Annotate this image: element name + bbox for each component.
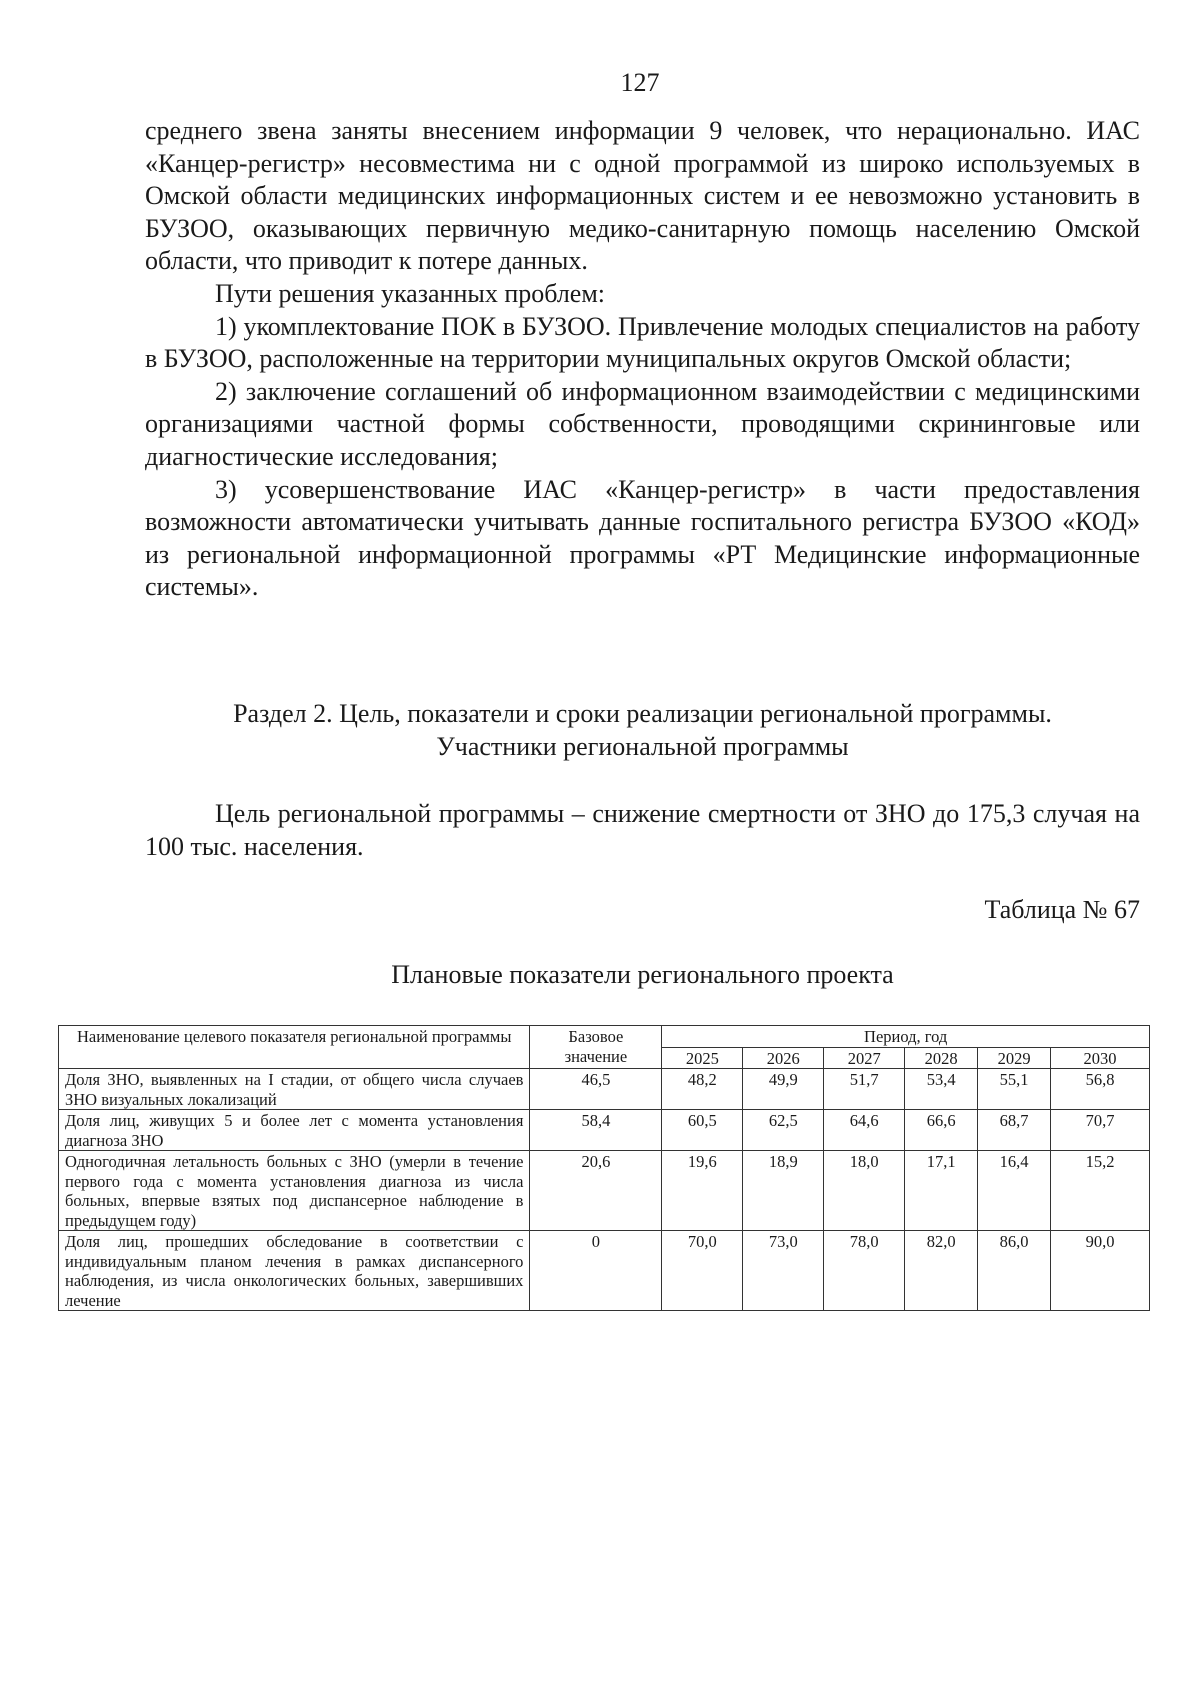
year-value: 18,9 — [743, 1151, 824, 1231]
header-period: Период, год — [662, 1026, 1150, 1048]
header-year: 2027 — [824, 1047, 905, 1069]
year-value: 90,0 — [1051, 1231, 1150, 1311]
base-value: 58,4 — [530, 1110, 662, 1151]
header-year: 2026 — [743, 1047, 824, 1069]
indicator-name: Доля лиц, прошедших обследование в соответствии с индивидуальным планом лечения в рамках диспансерного наблюдения, из числа онкологических больных, завершивших лечение — [59, 1231, 530, 1311]
year-value: 53,4 — [905, 1069, 978, 1110]
base-value: 0 — [530, 1231, 662, 1311]
header-indicator-name: Наименование целевого показателя региональной программы — [59, 1026, 530, 1069]
year-value: 16,4 — [978, 1151, 1051, 1231]
table-row — [59, 1110, 1150, 1151]
body-text — [145, 115, 1140, 604]
base-value: 46,5 — [530, 1069, 662, 1110]
year-value: 70,0 — [662, 1231, 743, 1311]
table-row — [59, 1231, 1150, 1311]
year-value: 15,2 — [1051, 1151, 1150, 1231]
paragraph-1: среднего звена заняты внесением информации 9 человек, что нерационально. ИАС «Канцер-регистр» несовместима ни с одной программой из широко используемых в Омской области медицинских информационных систем и ее невозможно установить в БУЗОО, оказывающих первичную медико-санитарную помощь населению Омской области, что приводит к потере данных. — [145, 116, 1140, 276]
year-value: 56,8 — [1051, 1069, 1150, 1110]
header-base-value: Базовое значение — [530, 1026, 662, 1069]
year-value: 60,5 — [662, 1110, 743, 1151]
year-value: 82,0 — [905, 1231, 978, 1311]
year-value: 68,7 — [978, 1110, 1051, 1151]
year-value: 86,0 — [978, 1231, 1051, 1311]
goal-text: Цель региональной программы – снижение смертности от ЗНО до 175,3 случая на 100 тыс. населения. — [145, 799, 1140, 861]
year-value: 19,6 — [662, 1151, 743, 1231]
header-year: 2030 — [1051, 1047, 1150, 1069]
page-number: 127 — [620, 68, 660, 97]
indicator-name: Доля лиц, живущих 5 и более лет с момента установления диагноза ЗНО — [59, 1110, 530, 1151]
paragraph-5: 3) усовершенствование ИАС «Канцер-регистр» в части предоставления возможности автоматически учитывать данные госпитального регистра БУЗОО «КОД» из региональной информационной программы «РТ Медицинские информационные системы». — [145, 474, 1140, 602]
table-header-row-1 — [59, 1026, 1150, 1048]
year-value: 49,9 — [743, 1069, 824, 1110]
year-value: 48,2 — [662, 1069, 743, 1110]
section-heading-line-2: Участники региональной программы — [436, 732, 849, 761]
header-year: 2029 — [978, 1047, 1051, 1069]
header-year: 2025 — [662, 1047, 743, 1069]
year-value: 73,0 — [743, 1231, 824, 1311]
table-row — [59, 1069, 1150, 1110]
year-value: 66,6 — [905, 1110, 978, 1151]
year-value: 70,7 — [1051, 1110, 1150, 1151]
indicator-name: Одногодичная летальность больных с ЗНО (умерли в течение первого года с момента установления диагноза из числа больных, впервые взятых под диспансерное наблюдение в предыдущем году) — [59, 1151, 530, 1231]
year-value: 62,5 — [743, 1110, 824, 1151]
year-value: 78,0 — [824, 1231, 905, 1311]
paragraph-3: 1) укомплектование ПОК в БУЗОО. Привлечение молодых специалистов на работу в БУЗОО, расположенные на территории муниципальных округов Омской области; — [145, 311, 1140, 374]
indicators-table — [58, 1025, 1150, 1311]
year-value: 18,0 — [824, 1151, 905, 1231]
paragraph-4: 2) заключение соглашений об информационном взаимодействии с медицинскими организациями частной формы собственности, проводящими скрининговые или диагностические исследования; — [145, 376, 1140, 471]
year-value: 55,1 — [978, 1069, 1051, 1110]
header-year: 2028 — [905, 1047, 978, 1069]
year-value: 64,6 — [824, 1110, 905, 1151]
year-value: 51,7 — [824, 1069, 905, 1110]
indicator-name: Доля ЗНО, выявленных на I стадии, от общего числа случаев ЗНО визуальных локализаций — [59, 1069, 530, 1110]
paragraph-2: Пути решения указанных проблем: — [215, 278, 606, 308]
table-number: Таблица № 67 — [984, 895, 1140, 924]
goal-statement — [145, 797, 1140, 863]
section-heading — [145, 697, 1140, 763]
year-value: 17,1 — [905, 1151, 978, 1231]
base-value: 20,6 — [530, 1151, 662, 1231]
table-row — [59, 1151, 1150, 1231]
table-caption: Плановые показатели регионального проекта — [391, 960, 894, 989]
section-heading-line-1: Раздел 2. Цель, показатели и сроки реализации региональной программы. — [233, 699, 1052, 728]
